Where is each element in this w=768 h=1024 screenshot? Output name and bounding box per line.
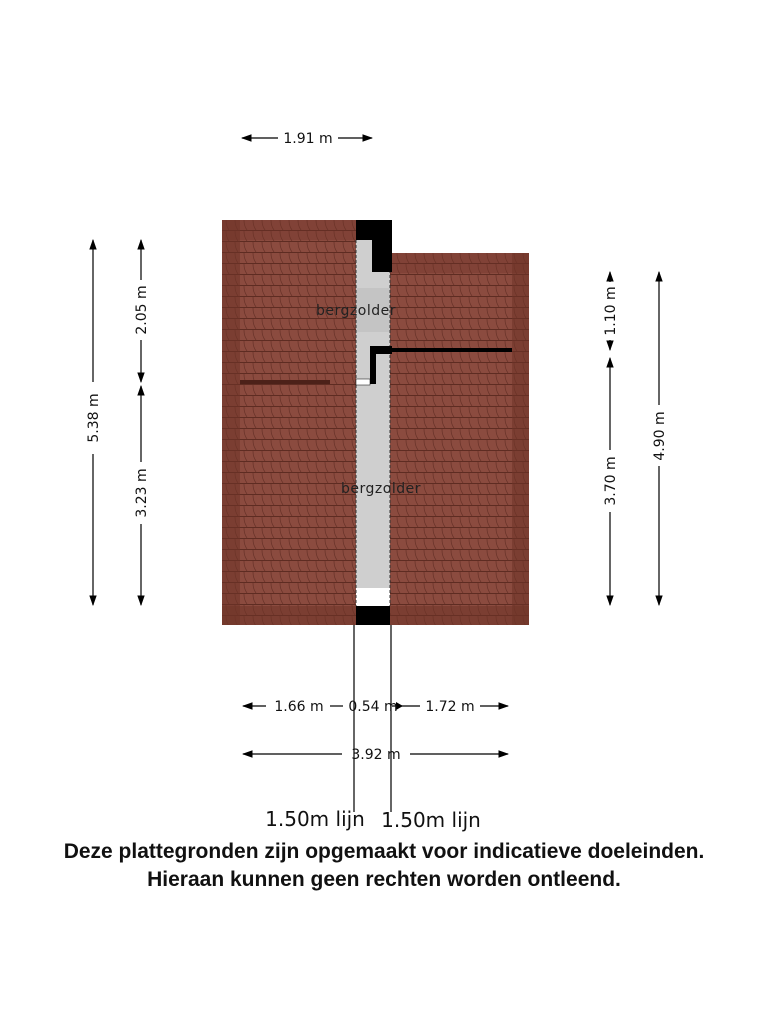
- dim-right-upper: 1.10 m: [603, 286, 619, 336]
- dim-bottom-right: 1.72 m: [425, 699, 475, 715]
- room-label-lower: bergzolder: [341, 481, 421, 497]
- disclaimer-line-2: Hieraan kunnen geen rechten worden ontleend.: [147, 868, 621, 891]
- corridor: [356, 240, 390, 606]
- dim-right-total: 4.90 m: [652, 411, 668, 461]
- dim-bottom-left: 1.66 m: [274, 699, 324, 715]
- dim-bottom-total: 3.92 m: [351, 747, 401, 763]
- roof-right: [390, 253, 529, 625]
- roof-left: [222, 220, 356, 625]
- line-label-left: 1.50m lijn: [265, 807, 365, 831]
- ridge-line-right: [392, 348, 512, 352]
- ridge-line: [240, 380, 330, 384]
- dim-bottom-middle: 0.54 m: [348, 699, 398, 715]
- dim-left-total: 5.38 m: [86, 393, 102, 443]
- room-label-upper: bergzolder: [316, 303, 396, 319]
- line-label-right: 1.50m lijn: [381, 808, 481, 832]
- dim-right-lower: 3.70 m: [603, 456, 619, 506]
- disclaimer-line-1: Deze plattegronden zijn opgemaakt voor indicatieve doeleinden.: [63, 840, 705, 863]
- dim-top-width: 1.91 m: [283, 131, 333, 147]
- dim-left-lower: 3.23 m: [134, 468, 150, 518]
- dim-left-upper: 2.05 m: [134, 285, 150, 335]
